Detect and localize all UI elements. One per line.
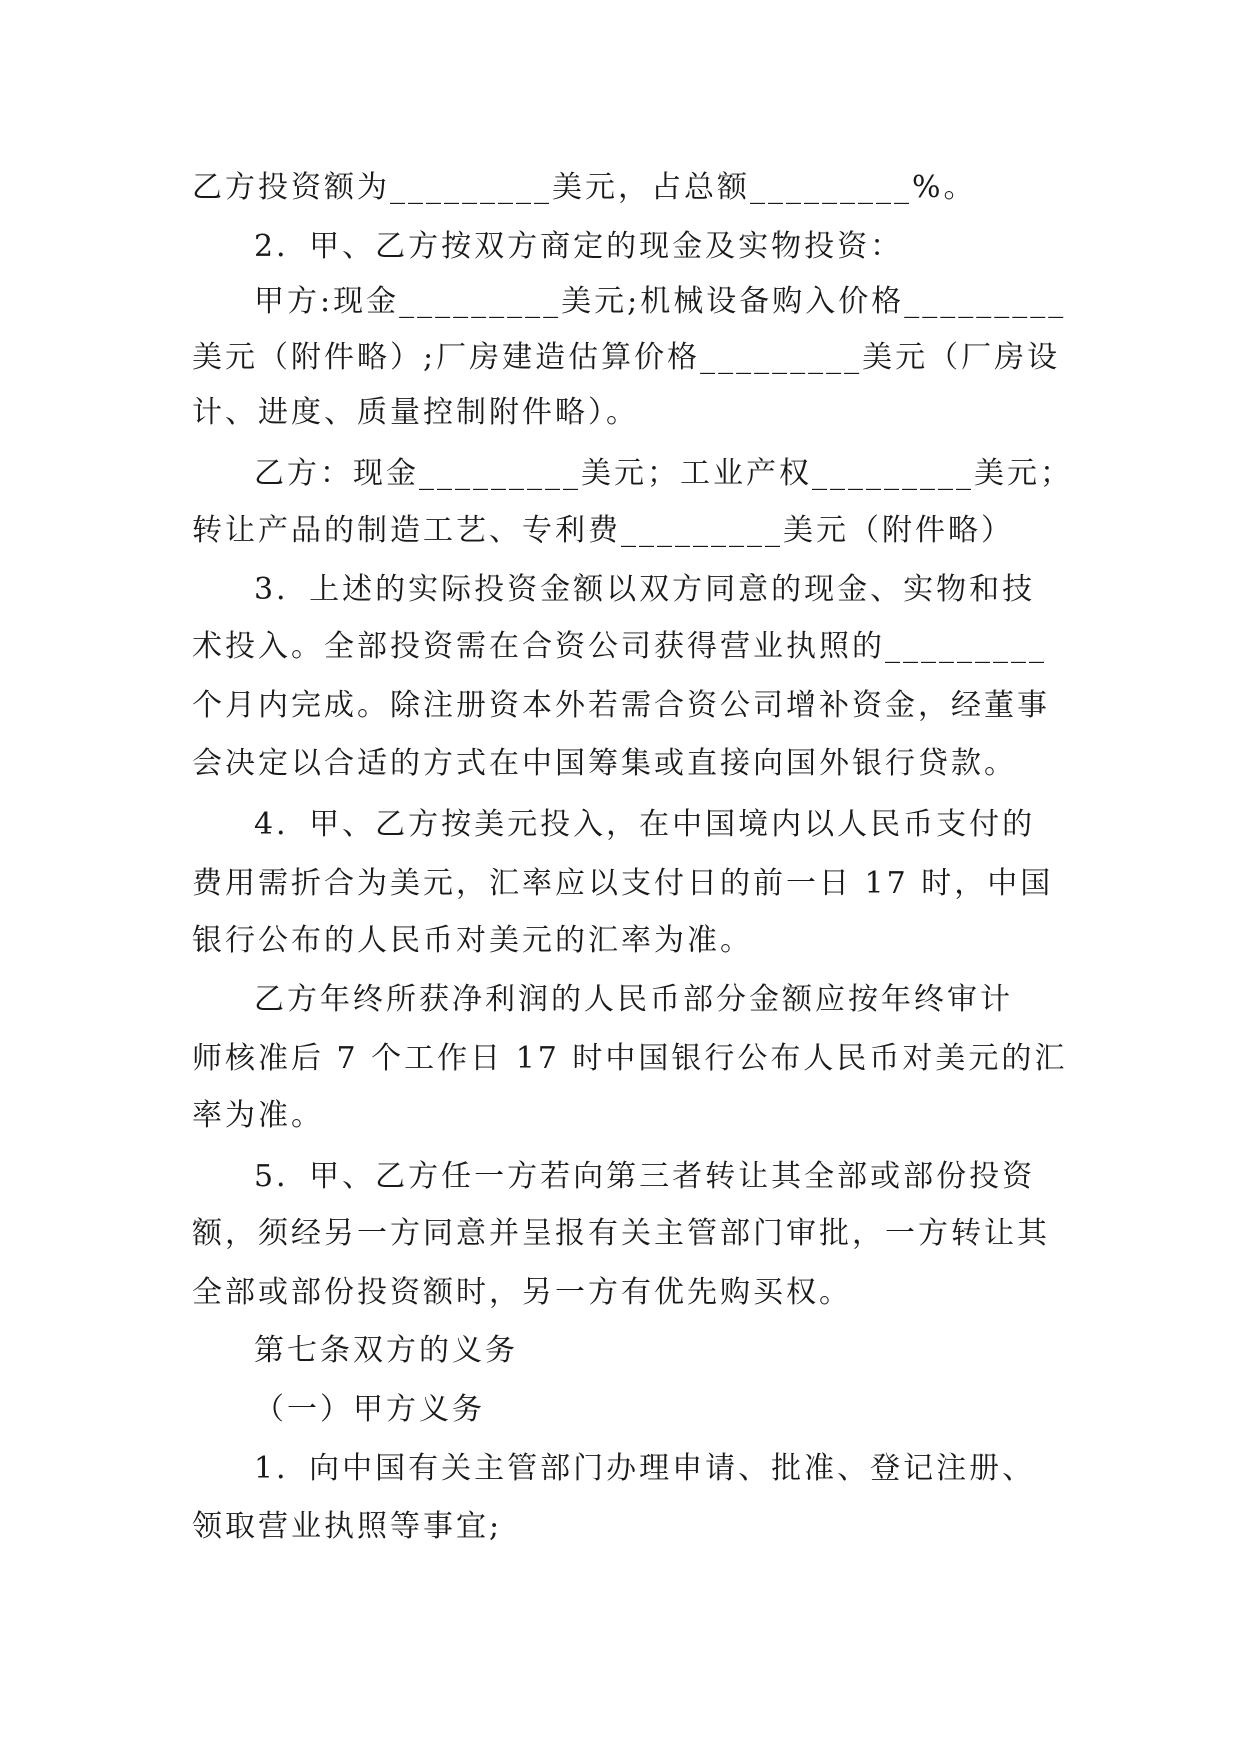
text-line: 率为准。 xyxy=(192,1098,324,1133)
text-line: 计、进度、质量控制附件略）。 xyxy=(192,395,639,430)
text-line: 乙方投资额为_________美元，占总额_________%。 xyxy=(192,170,977,205)
text-line: 4．甲、乙方按美元投入，在中国境内以人民币支付的 xyxy=(254,807,1036,842)
text-line: 3．上述的实际投资金额以双方同意的现金、实物和技 xyxy=(254,572,1036,607)
text-line: 乙方：现金_________美元；工业产权_________美元； xyxy=(254,456,1073,491)
text-line: 领取营业执照等事宜; xyxy=(192,1509,503,1544)
text-line: 乙方年终所获净利润的人民币部分金额应按年终审计 xyxy=(254,982,1013,1017)
text-line: 会决定以合适的方式在中国筹集或直接向国外银行贷款。 xyxy=(192,746,1017,781)
text-line: 美元（附件略）;厂房建造估算价格_________美元（厂房设 xyxy=(192,340,1061,375)
text-line: 2．甲、乙方按双方商定的现金及实物投资： xyxy=(254,229,904,264)
section-heading: 第七条双方的义务 xyxy=(254,1333,518,1368)
text-line: 额，须经另一方同意并呈报有关主管部门审批，一方转让其 xyxy=(192,1216,1050,1251)
text-line: 全部或部份投资额时，另一方有优先购买权。 xyxy=(192,1275,852,1310)
subsection-heading: （一）甲方义务 xyxy=(254,1392,485,1427)
text-line: 银行公布的人民币对美元的汇率为准。 xyxy=(192,923,753,958)
text-line: 师核准后 7 个工作日 17 时中国银行公布人民币对美元的汇 xyxy=(192,1041,1068,1076)
text-line: 费用需折合为美元，汇率应以支付日的前一日 17 时，中国 xyxy=(192,866,1054,901)
text-line: 术投入。全部投资需在合资公司获得营业执照的_________ xyxy=(192,629,1047,664)
text-line: 转让产品的制造工艺、专利费_________美元（附件略） xyxy=(192,513,1014,548)
text-line: 5．甲、乙方任一方若向第三者转让其全部或部份投资 xyxy=(254,1159,1036,1194)
text-line: 个月内完成。除注册资本外若需合资公司增补资金，经董事 xyxy=(192,688,1050,723)
text-line: 1．向中国有关主管部门办理申请、批准、登记注册、 xyxy=(254,1451,1036,1486)
text-line: 甲方:现金_________美元;机械设备购入价格_________ xyxy=(254,284,1067,319)
